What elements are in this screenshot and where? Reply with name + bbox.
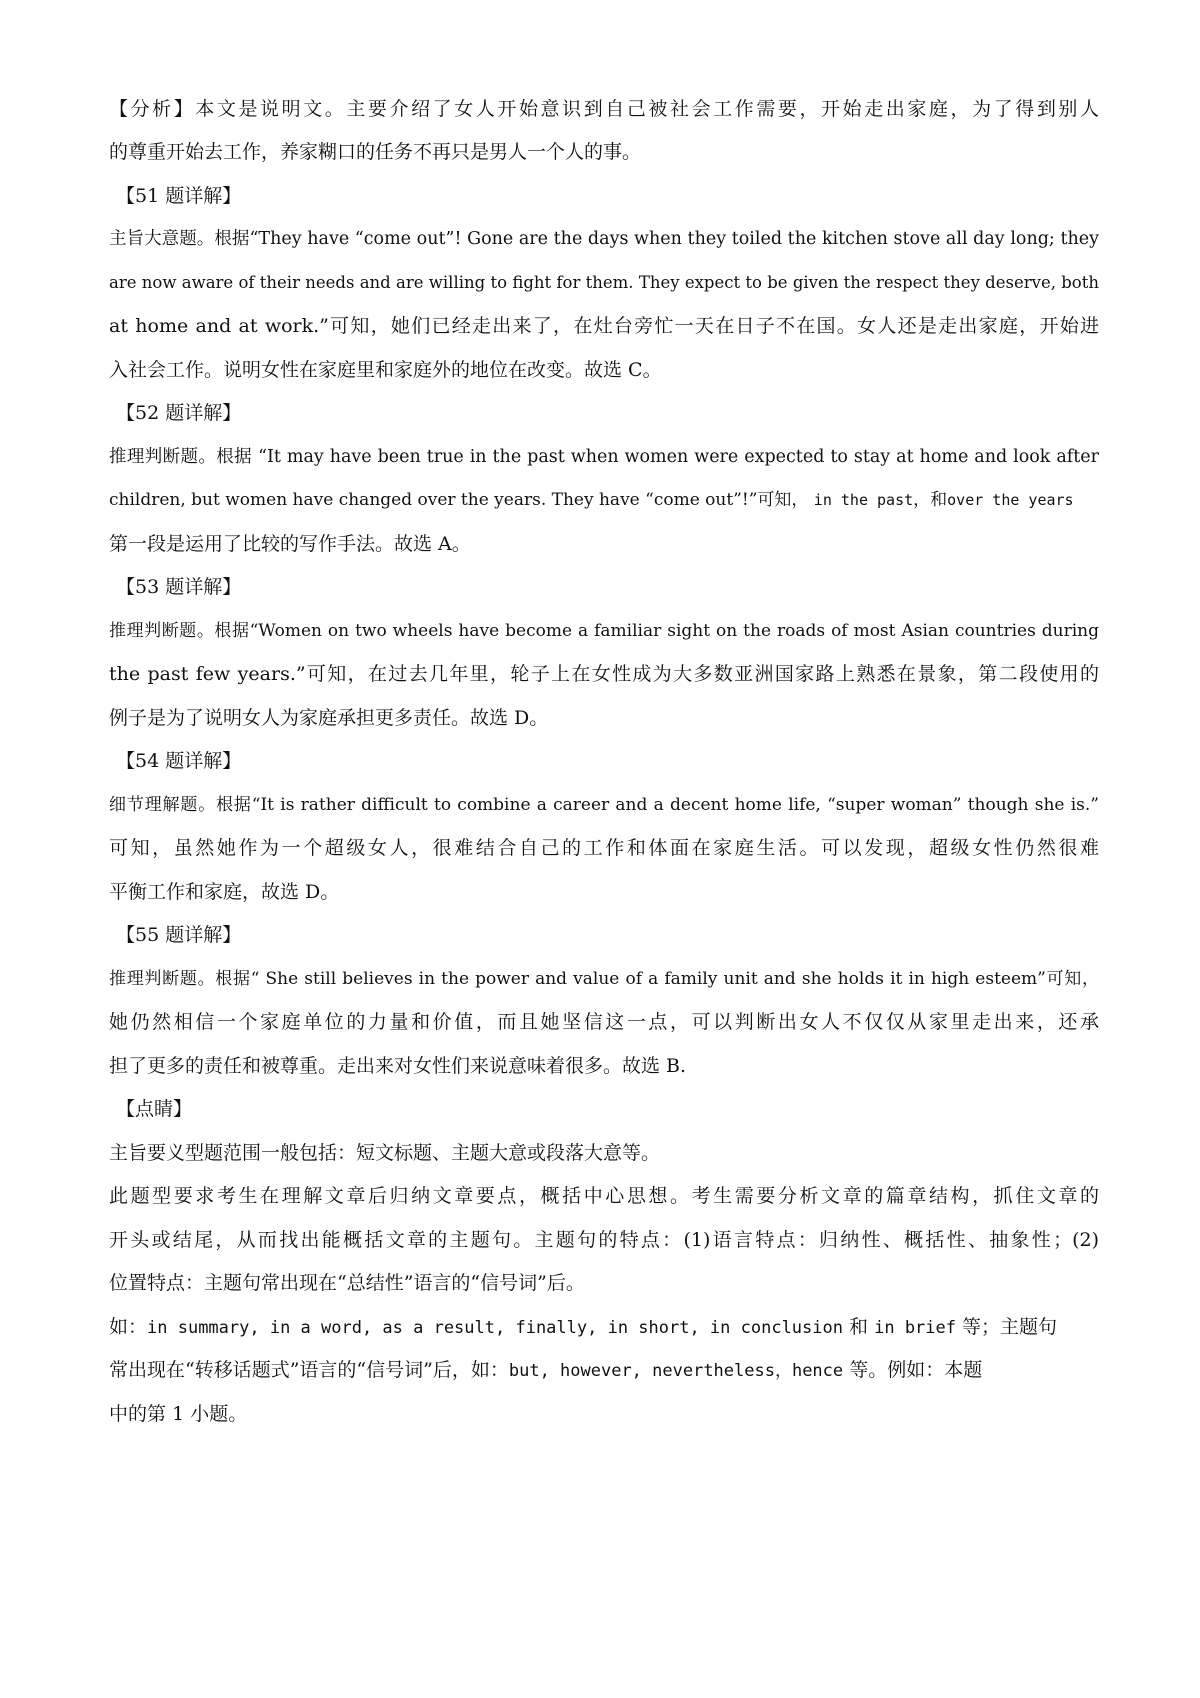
tip-line-7-prefix: 中的第 <box>109 1403 167 1425</box>
tip-code-in-brief: in brief <box>874 1318 956 1338</box>
analysis-line-1 <box>109 96 1099 122</box>
tip-line-6 <box>109 1357 1099 1383</box>
analysis-line-2: 的尊重开始去工作，养家糊口的任务不再只是男人一个人的事。 <box>109 141 642 163</box>
tip-line-6-prefix: 常出现在“转移话题式”语言的“信号词”后，如： <box>109 1359 509 1381</box>
tip-line-5-suffix: 等；主题句 <box>962 1316 1058 1338</box>
q52-code-in-the-past: in the past <box>813 491 914 509</box>
q55-line-1: 推理判断题。根据“ She still believes in the power and value of a family unit and she holds it in high esteem”可知， <box>109 969 1099 989</box>
analysis-title: 【分析】 <box>109 98 196 120</box>
q55-line-2: 她仍然相信一个家庭单位的力量和价值，而且她坚信这一点，可以判断出女人不仅仅从家里走出来，还承 <box>109 1011 1099 1033</box>
q51-line-4: 入社会工作。说明女性在家庭里和家庭外的地位在改变。故选 C。 <box>109 359 662 381</box>
tip-line-5-mid: 和 <box>849 1316 869 1338</box>
analysis-text: 本文是说明文。主要介绍了女人开始意识到自己被社会工作需要，开始走出家庭，为了得到别人 <box>195 98 1099 120</box>
q54-line-3: 平衡工作和家庭，故选 D。 <box>109 881 340 903</box>
q51-line-2: are now aware of their needs and are willing to fight for them. They expect to be given the respect they deserve, both <box>109 273 1099 292</box>
q52-line-3: 第一段是运用了比较的写作手法。故选 A。 <box>109 533 471 555</box>
q53-line-3: 例子是为了说明女人为家庭承担更多责任。故选 D。 <box>109 707 549 729</box>
tip-line-7-suffix: 小题。 <box>190 1403 248 1425</box>
tip-code-signal-words: in summary, in a word, as a result, finally, in short, in conclusion <box>147 1318 843 1338</box>
q55-line-3: 担了更多的责任和被尊重。走出来对女性们来说意味着很多。故选 B. <box>109 1055 687 1077</box>
q52-line-2-text: children, but women have changed over the years. They have “come out”!”可知， <box>109 490 809 510</box>
tip-line-7 <box>109 1401 1099 1427</box>
q53-heading: 【53 题详解】 <box>116 576 242 598</box>
q52-code-over-the-years: over the years <box>947 491 1074 509</box>
q52-heading: 【52 题详解】 <box>116 402 242 424</box>
tip-line-5-prefix: 如： <box>109 1316 148 1338</box>
q52-separator: ，和 <box>913 490 948 510</box>
tip-line-5 <box>109 1314 1099 1340</box>
tip-line-3: 开头或结尾，从而找出能概括文章的主题句。主题句的特点：(1)语言特点：归纳性、概括性、抽象性；(2) <box>109 1229 1099 1251</box>
tip-line-2: 此题型要求考生在理解文章后归纳文章要点，概括中心思想。考生需要分析文章的篇章结构，抓住文章的 <box>109 1185 1099 1207</box>
tip-line-1: 主旨要义型题范围一般包括：短文标题、主题大意或段落大意等。 <box>109 1142 661 1164</box>
q52-line-1: 推理判断题。根据 “It may have been true in the past when women were expected to stay at home and look after <box>109 447 1099 467</box>
tip-code-transition-words: but, however, nevertheless，hence <box>508 1361 844 1381</box>
q53-line-2: the past few years.”可知，在过去几年里，轮子上在女性成为大多数亚洲国家路上熟悉在景象，第二段使用的 <box>109 663 1099 685</box>
q54-line-2: 可知，虽然她作为一个超级女人，很难结合自己的工作和体面在家庭生活。可以发现，超级女性仍然很难 <box>109 837 1099 859</box>
tip-heading: 【点睛】 <box>116 1098 193 1120</box>
q51-line-1: 主旨大意题。根据“They have “come out”! Gone are the days when they toiled the kitchen stove all day long; they <box>109 229 1099 249</box>
q55-heading: 【55 题详解】 <box>116 924 242 946</box>
q52-line-2 <box>109 487 1099 513</box>
tip-line-7-number: 1 <box>172 1403 185 1425</box>
q53-line-1: 推理判断题。根据“Women on two wheels have become a familiar sight on the roads of most Asian countries during <box>109 621 1099 641</box>
tip-line-4: 位置特点：主题句常出现在“总结性”语言的“信号词”后。 <box>109 1272 585 1294</box>
q51-heading: 【51 题详解】 <box>116 185 242 207</box>
q54-heading: 【54 题详解】 <box>116 750 242 772</box>
tip-line-6-suffix: 等。例如：本题 <box>849 1359 983 1381</box>
q51-line-3: at home and at work.”可知，她们已经走出来了，在灶台旁忙一天在日子不在国。女人还是走出家庭，开始进 <box>109 315 1099 337</box>
q54-line-1: 细节理解题。根据“It is rather difficult to combine a career and a decent home life, “super woman” though she is.” <box>109 795 1099 815</box>
